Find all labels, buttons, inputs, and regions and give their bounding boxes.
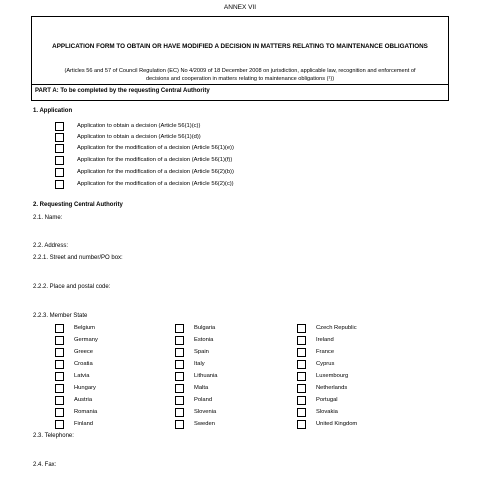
checkbox[interactable]: [175, 372, 184, 381]
checkbox[interactable]: [55, 336, 64, 345]
member-state-label: Lithuania: [194, 373, 218, 379]
option-56-2-b[interactable]: [55, 167, 234, 177]
member-state-france[interactable]: [297, 347, 334, 357]
member-state-finland[interactable]: [55, 419, 93, 429]
option-label: Application for the modification of a decision (Article 56(1)(e)): [77, 145, 234, 151]
street-field-label: 2.2.1. Street and number/PO box:: [33, 255, 123, 261]
checkbox[interactable]: [55, 420, 64, 429]
checkbox[interactable]: [55, 360, 64, 369]
member-state-label: Poland: [194, 397, 213, 403]
checkbox[interactable]: [297, 348, 306, 357]
checkbox[interactable]: [55, 384, 64, 393]
checkbox[interactable]: [297, 384, 306, 393]
checkbox[interactable]: [55, 122, 64, 131]
member-state-label: Italy: [194, 361, 205, 367]
checkbox[interactable]: [175, 384, 184, 393]
checkbox[interactable]: [55, 348, 64, 357]
checkbox[interactable]: [55, 133, 64, 142]
annex-label: ANNEX VII: [223, 4, 257, 11]
name-field-label: 2.1. Name:: [33, 215, 63, 221]
member-state-hungary[interactable]: [55, 383, 96, 393]
member-state-germany[interactable]: [55, 335, 98, 345]
member-state-ireland[interactable]: [297, 335, 334, 345]
member-state-united-kingdom[interactable]: [297, 419, 357, 429]
place-field-label: 2.2.2. Place and postal code:: [33, 284, 111, 290]
option-56-1-c[interactable]: [55, 121, 200, 131]
member-state-czech-republic[interactable]: [297, 323, 357, 333]
checkbox[interactable]: [55, 396, 64, 405]
section-1-heading: 1. Application: [33, 108, 73, 114]
checkbox[interactable]: [297, 336, 306, 345]
member-state-malta[interactable]: [175, 383, 208, 393]
member-state-label: Latvia: [74, 373, 90, 379]
checkbox[interactable]: [297, 372, 306, 381]
part-a-heading: PART A: To be completed by the requesting Central Authority: [35, 88, 210, 94]
telephone-field-label: 2.3. Telephone:: [33, 433, 74, 439]
member-state-label: Greece: [74, 349, 94, 355]
member-state-label: Finland: [74, 421, 94, 427]
member-state-poland[interactable]: [175, 395, 212, 405]
member-state-sweden[interactable]: [175, 419, 215, 429]
checkbox[interactable]: [55, 408, 64, 417]
member-state-label: Hungary: [74, 385, 96, 391]
option-label: Application for the modification of a decision (Article 56(2)(c)): [77, 181, 234, 187]
member-state-label: United Kingdom: [316, 421, 358, 427]
option-label: Application to obtain a decision (Article 56(1)(d)): [77, 134, 201, 140]
member-state-label: Spain: [194, 349, 209, 355]
member-state-romania[interactable]: [55, 407, 97, 417]
checkbox[interactable]: [297, 408, 306, 417]
option-label: Application for the modification of a decision (Article 56(2)(b)): [77, 169, 234, 175]
member-state-lithuania[interactable]: [175, 371, 218, 381]
member-state-belgium[interactable]: [55, 323, 95, 333]
member-state-label: Portugal: [316, 397, 338, 403]
checkbox[interactable]: [175, 396, 184, 405]
option-56-1-d[interactable]: [55, 132, 201, 142]
checkbox[interactable]: [55, 144, 64, 153]
member-state-cyprus[interactable]: [297, 359, 334, 369]
member-state-label: Netherlands: [316, 385, 348, 391]
member-state-label: France: [316, 349, 335, 355]
member-state-label: Sweden: [194, 421, 215, 427]
member-state-label: Croatia: [74, 361, 93, 367]
subtitle-line-1: (Articles 56 and 57 of Council Regulation (EC) No 4/2009 of 18 December 2008 on jurisdiction, applicable law, recognition and enforcement of: [64, 68, 416, 74]
checkbox[interactable]: [55, 324, 64, 333]
option-56-2-c[interactable]: [55, 179, 234, 189]
checkbox[interactable]: [297, 324, 306, 333]
option-label: Application to obtain a decision (Article 56(1)(c)): [77, 123, 201, 129]
member-state-label: Estonia: [194, 337, 214, 343]
member-state-portugal[interactable]: [297, 395, 338, 405]
member-state-label: Malta: [194, 385, 209, 391]
member-state-netherlands[interactable]: [297, 383, 347, 393]
member-state-italy[interactable]: [175, 359, 205, 369]
fax-field-label: 2.4. Fax:: [33, 462, 57, 468]
address-field-label: 2.2. Address:: [33, 243, 69, 249]
member-state-label: Slovenia: [194, 409, 217, 415]
member-state-label: Belgium: [74, 325, 95, 331]
form-subtitle: [36, 67, 444, 83]
option-56-1-e[interactable]: [55, 143, 234, 153]
member-state-label: Austria: [74, 397, 93, 403]
member-state-slovakia[interactable]: [297, 407, 338, 417]
member-state-label: Germany: [74, 337, 98, 343]
member-state-bulgaria[interactable]: [175, 323, 215, 333]
member-state-latvia[interactable]: [55, 371, 89, 381]
member-state-label: Luxembourg: [316, 373, 349, 379]
part-a-box: [31, 84, 449, 101]
member-state-label: Romania: [74, 409, 98, 415]
member-state-estonia[interactable]: [175, 335, 213, 345]
member-state-label: Slovakia: [316, 409, 338, 415]
checkbox[interactable]: [297, 396, 306, 405]
checkbox[interactable]: [175, 408, 184, 417]
member-state-label: Bulgaria: [194, 325, 216, 331]
member-state-label: Czech Republic: [316, 325, 357, 331]
member-state-label: Ireland: [316, 337, 334, 343]
checkbox[interactable]: [55, 156, 64, 165]
member-state-austria[interactable]: [55, 395, 92, 405]
member-state-greece[interactable]: [55, 347, 93, 357]
form-title: APPLICATION FORM TO OBTAIN OR HAVE MODIFIED A DECISION IN MATTERS RELATING TO MAINTENANCE OBLIGATIONS: [52, 43, 428, 50]
member-state-croatia[interactable]: [55, 359, 93, 369]
checkbox[interactable]: [175, 360, 184, 369]
option-56-1-f[interactable]: [55, 155, 232, 165]
checkbox[interactable]: [55, 168, 64, 177]
checkbox[interactable]: [175, 336, 184, 345]
option-label: Application for the modification of a decision (Article 56(1)(f)): [77, 157, 233, 163]
checkbox[interactable]: [297, 360, 306, 369]
checkbox[interactable]: [55, 180, 64, 189]
checkbox[interactable]: [175, 420, 184, 429]
subtitle-line-2: decisions and cooperation in matters relating to maintenance obligations (¹)): [145, 76, 335, 82]
member-state-label: Cyprus: [316, 361, 335, 367]
checkbox[interactable]: [55, 372, 64, 381]
member-state-slovenia[interactable]: [175, 407, 216, 417]
checkbox[interactable]: [297, 420, 306, 429]
member-state-luxembourg[interactable]: [297, 371, 348, 381]
member-state-spain[interactable]: [175, 347, 209, 357]
section-2-heading: 2. Requesting Central Authority: [33, 202, 123, 208]
checkbox[interactable]: [175, 324, 184, 333]
checkbox[interactable]: [175, 348, 184, 357]
member-state-label: 2.2.3. Member State: [33, 313, 88, 319]
